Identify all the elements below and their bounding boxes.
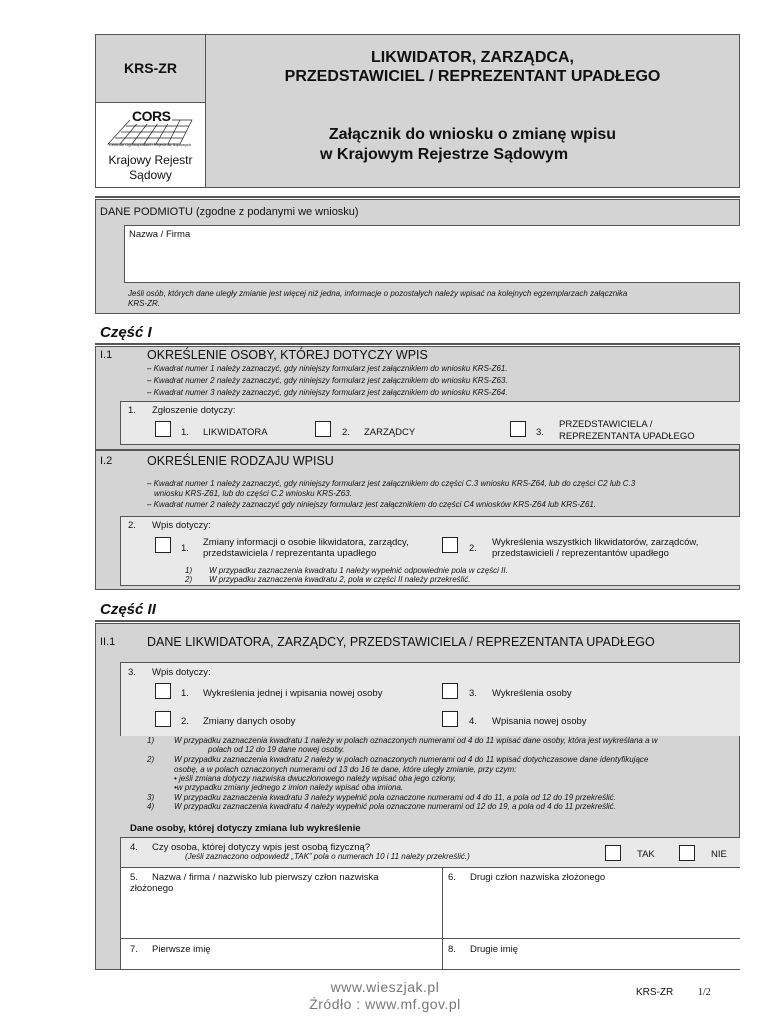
logo-text: CORS [132,108,171,124]
form-title-line1: LIKWIDATOR, ZARZĄDCA, [371,49,574,66]
checkbox-wykreslenia-wszystkich[interactable] [442,537,458,553]
opt3-line1: PRZEDSTAWICIELA / [559,419,653,430]
i2-opt2-line2: przedstawicieli / reprezentantów upadłego [492,548,669,559]
ii-fn-text-2: W przypadku zaznaczenia kwadratu 2 należy w polach oznaczonych numerami od 4 do 11 wpisać dotychczasowe dane identyfikujące [174,755,649,764]
footer-form-code: KRS-ZR [636,987,674,998]
logo-caption: Centrum Ogólnopolskich Rejestrów Sądowych [108,142,192,147]
field-8-num: 8. [448,944,456,955]
form-title-line2: PRZEDSTAWICIEL / REPREZENTANT UPADŁEGO [284,68,661,85]
ii-opt2-label: Zmiany danych osoby [203,716,296,727]
ii-fn-num-6: 3) [147,793,155,802]
ii-fn-num-2: 2) [147,755,155,764]
checkbox-zmiany-informacji[interactable] [155,537,171,553]
field-8-label: Drugie imię [470,944,519,955]
part1-title: Część I [100,324,152,341]
i2-opt1-line1: Zmiany informacji o osobie likwidatora, zarządcy, [203,537,409,548]
field-5-label-line1: Nazwa / firma / nazwisko lub pierwszy człon nazwiska [152,872,379,883]
ii-fn-text-1: polach od 12 do 19 dane nowej osoby. [208,745,345,754]
watermark-line2: Źródło : www.mf.gov.pl [309,996,461,1012]
entity-note-line1: Jeśli osób, których dane uległy zmianie jest więcej niż jedna, informacje o pozostałych należy wpisać na kolejnych egzemplarzach załącznika [128,289,628,298]
form-subtitle-line2: w Krajowym Rejestrze Sądowym [320,146,569,163]
section-i1-note-3: – Kwadrat numer 3 należy zaznaczyć, gdy niniejszy formularz jest załącznikiem do wniosku KRS-Z64. [147,388,508,397]
i2-footnote1: W przypadku zaznaczenia kwadratu 1 należy wypełnić odpowiednie pola w części II. [209,566,508,575]
field-7-label: Pierwsze imię [152,944,211,955]
ii-fn-text-7: W przypadku zaznaczenia kwadratu 4 należy wypełnić pola oznaczone numerami od 12 do 19, a pola od 4 do 11 przekreślić. [174,802,616,811]
form-subtitle-line1: Załącznik do wniosku o zmianę wpisu [328,126,617,143]
entity-name-field[interactable] [124,225,740,283]
opt3-line2: REPREZENTANTA UPADŁEGO [559,431,695,442]
i2-footnote2: W przypadku zaznaczenia kwadratu 2, pola w części II należy przekreślić. [209,575,471,584]
section-ii1-num: II.1 [100,636,116,648]
registry-name-line2: Sądowy [129,168,172,182]
field-1-num: 1. [128,405,136,416]
section-i2-note1-line2: wniosku KRS-Z61, lub do części C.2 wniosku KRS-Z63. [154,489,352,498]
field-3-num: 3. [128,667,136,678]
section-i2-note1-line1: – Kwadrat numer 1 należy zaznaczyć, gdy niniejszy formularz jest załącznikiem do części C.3 wniosku KRS-Z64, lub do części C2 lub C.3 [147,479,636,488]
ii-fn-num-7: 4) [147,802,155,811]
checkbox-zarzadcy[interactable] [315,421,331,437]
ii-opt1-num: 1. [181,688,189,699]
ii-opt4-num: 4. [469,716,477,727]
ii-opt3-num: 3. [469,688,477,699]
form-code: KRS-ZR [124,60,177,76]
person-data-heading: Dane osoby, której dotyczy zmiana lub wykreślenie [130,823,361,834]
ii-fn-text-5: •w przypadku zmiany jednego z imion należy wpisać oba imiona. [174,783,404,792]
tak-label: TAK [637,849,655,860]
i2-opt1-num: 1. [181,543,189,554]
field-5-label-line2: złożonego [130,883,174,894]
entity-name-label: Nazwa / Firma [129,229,191,240]
checkbox-zmiany-danych[interactable] [155,711,171,727]
section-ii1-heading: DANE LIKWIDATORA, ZARZĄDCY, PRZEDSTAWICIELA / REPREZENTANTA UPADŁEGO [147,635,655,649]
checkbox-przedstawiciela[interactable] [510,421,526,437]
checkbox-likwidatora[interactable] [155,421,171,437]
section-i1-heading: OKREŚLENIE OSOBY, KTÓREJ DOTYCZY WPIS [147,348,428,362]
i2-opt2-line1: Wykreślenia wszystkich likwidatorów, zarządców, [492,537,699,548]
section-i2-heading: OKREŚLENIE RODZAJU WPISU [147,454,334,468]
ii-opt1-label: Wykreślenia jednej i wpisania nowej osoby [203,688,383,699]
ii-opt2-num: 2. [181,716,189,727]
ii-fn-num-0: 1) [147,736,155,745]
field-3-label: Wpis dotyczy: [152,667,211,678]
opt3-num: 3. [536,427,544,438]
field-4-num: 4. [130,842,138,853]
field-2-num: 2. [128,520,136,531]
i2-footnote1-num: 1) [185,566,193,575]
opt1-num: 1. [181,427,189,438]
field-6-label: Drugi człon nazwiska złożonego [470,872,606,883]
watermark-line1: www.wieszjak.pl [330,979,440,995]
field-2-label: Wpis dotyczy: [152,520,211,531]
section-i1-num: I.1 [100,349,113,361]
i2-opt1-line2: przedstawiciela / reprezentanta upadłego [203,548,377,559]
field-4-label: Czy osoba, której dotyczy wpis jest osobą fizyczną? [152,842,371,853]
opt2-label: ZARZĄDCY [364,427,416,438]
checkbox-nie[interactable] [679,845,695,861]
opt1-label: LIKWIDATORA [203,427,268,438]
section-i2-num: I.2 [100,455,113,467]
nie-label: NIE [711,849,727,860]
ii-opt3-label: Wykreślenia osoby [492,688,572,699]
section-i1-note-1: – Kwadrat numer 1 należy zaznaczyć, gdy niniejszy formularz jest załącznikiem do wniosku KRS-Z61. [147,364,508,373]
section-i2-note2: – Kwadrat numer 2 należy zaznaczyć gdy niniejszy formularz jest załącznikiem do części C4 wniosków KRS-Z64 lub KRS-Z61. [147,500,597,509]
opt2-num: 2. [342,427,350,438]
i2-opt2-num: 2. [469,543,477,554]
registry-name-line1: Krajowy Rejestr [108,153,193,167]
footer-page-number: 1/2 [698,987,711,998]
checkbox-wpisania-nowej[interactable] [442,711,458,727]
checkbox-wykreslenia-osoby[interactable] [442,683,458,699]
entity-heading: DANE PODMIOTU (zgodne z podanymi we wniosku) [100,206,359,218]
field-6-num: 6. [448,872,456,883]
field-7-num: 7. [130,944,138,955]
ii-fn-text-3: osobę, a w polach oznaczonych numerami od 13 do 16 te dane, które uległy zmianie, przy czym: [174,765,517,774]
ii-fn-text-0: W przypadku zaznaczenia kwadratu 1 należy w polach oznaczonych numerami od 4 do 11 wpisać dane osoby, która jest wykreślana a w [174,736,658,745]
field-1-label: Zgłoszenie dotyczy: [152,405,236,416]
ii-opt4-label: Wpisania nowej osoby [492,716,587,727]
ii-fn-text-6: W przypadku zaznaczenia kwadratu 3 należy wypełnić pola oznaczone numerami od 4 do 11, a pola od 12 do 19 przekreślić. [174,793,616,802]
ii-fn-text-4: • jeśli zmiana dotyczy nazwiska dwuczłonowego należy wpisać oba jego człony, [174,774,456,783]
i2-footnote2-num: 2) [185,575,193,584]
entity-note-line2: KRS-ZR. [128,299,160,308]
checkbox-tak[interactable] [605,845,621,861]
part2-title: Część II [100,601,156,618]
field-5-num: 5. [130,872,138,883]
section-i1-note-2: – Kwadrat numer 2 należy zaznaczyć, gdy niniejszy formularz jest załącznikiem do wniosku KRS-Z63. [147,376,508,385]
field-4-note: (Jeśli zaznaczono odpowiedź „TAK” pola o numerach 10 i 11 należy przekreślić.) [185,852,470,861]
checkbox-wykreslenia-i-wpisania[interactable] [155,683,171,699]
